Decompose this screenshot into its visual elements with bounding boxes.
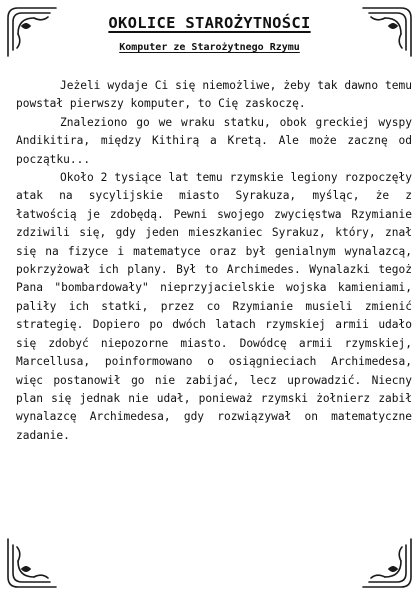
article-paragraph: Jeżeli wydaje Ci się niemożliwe, żeby tak dawno temu powstał pierwszy komputer, to Cię zaskoczę. <box>16 79 412 111</box>
corner-ornament-bottom-left <box>4 535 60 591</box>
article-body <box>16 77 412 445</box>
corner-ornament-bottom-right <box>359 535 415 591</box>
article-paragraph: Znaleziono go we wraku statku, obok greckiej wyspy Andikitira, między Kithirą a Kretą. Ale może zacznę od początku... <box>16 115 412 166</box>
flourish-icon <box>4 535 60 591</box>
article-paragraph: Około 2 tysiące lat temu rzymskie legiony rozpoczęły atak na sycylijskie miasto Syrakuza, myśląc, że z łatwością je zdobędą. Pewni swojego zwycięstwa Rzymianie zdziwili się, gdy jeden mieszkaniec Syrakuz, który, znał się na fizyce i matematyce oraz był genialnym wynalazcą, pokrzyżował ich plany. Był to Archimedes. Wynalazki tegoż Pana "bombardowały" nieprzyjacielskie wojska kamieniami, paliły ich statki, przez co Rzymianie musieli zmienić strategię. Dopiero po dwóch latach rzymskiej armii udało się zdobyć niepozorne miasto. Dowódcę armii rzymskiej, Marcellusa, poinformowano o osiągnieciach Archimedesa, więc postanowił go nie zabijać, lecz uprowadzić. Niecny plan się jednak nie udał, ponieważ rzymski żołnierz zabił wynalazcę Archimedesa, gdy rozwiązywał on matematyczne zadanie. <box>16 171 412 442</box>
flourish-icon <box>359 535 415 591</box>
page-title: OKOLICE STAROŻYTNOŚCI <box>108 14 311 32</box>
page-subtitle: Komputer ze Starożytnego Rzymu <box>119 42 300 53</box>
